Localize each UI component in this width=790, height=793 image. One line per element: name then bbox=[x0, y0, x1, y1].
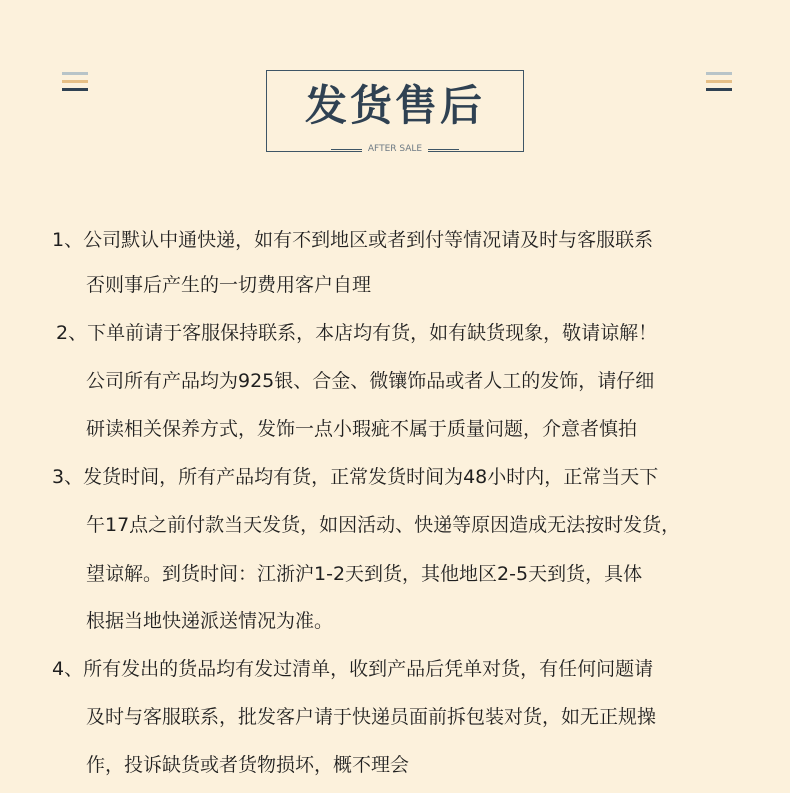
subtitle-text: AFTER SALE bbox=[362, 144, 428, 154]
page-title: 发货售后 bbox=[304, 81, 485, 130]
page-subtitle bbox=[267, 144, 523, 154]
title-frame bbox=[266, 70, 524, 152]
item-1-line-1: 1、公司默认中通快递，如有不到地区或者到付等情况请及时与客服联系 bbox=[52, 229, 654, 251]
item-3-line-4: 根据当地快递派送情况为准。 bbox=[86, 610, 334, 632]
item-4-line-1: 4、所有发出的货品均有发过清单，收到产品后凭单对货，有任何问题请 bbox=[52, 658, 654, 680]
deco-bar-middle bbox=[62, 80, 88, 83]
item-3-line-1: 3、发货时间，所有产品均有货，正常发货时间为48小时内，正常当天下 bbox=[52, 466, 659, 488]
item-4-line-3: 作，投诉缺货或者货物损坏，概不理会 bbox=[86, 754, 410, 776]
item-2-line-3: 研读相关保养方式，发饰一点小瑕疵不属于质量问题，介意者慎拍 bbox=[86, 418, 638, 440]
item-4-line-2: 及时与客服联系，批发客户请于快递员面前拆包装对货，如无正规操 bbox=[86, 706, 657, 728]
deco-bar-bottom bbox=[706, 88, 732, 91]
deco-bar-top bbox=[62, 72, 88, 75]
item-2-line-2: 公司所有产品均为925银、合金、微镶饰品或者人工的发饰，请仔细 bbox=[86, 370, 655, 392]
item-2-line-1: 2、下单前请于客服保持联系，本店均有货，如有缺货现象，敬请谅解！ bbox=[56, 322, 658, 344]
deco-bar-middle bbox=[706, 80, 732, 83]
item-3-line-3: 望谅解。到货时间：江浙沪1-2天到货，其他地区2-5天到货，具体 bbox=[86, 563, 643, 585]
menu-decoration-icon-right bbox=[706, 72, 732, 92]
deco-bar-bottom bbox=[62, 88, 88, 91]
menu-decoration-icon-left bbox=[62, 72, 88, 92]
deco-bar-top bbox=[706, 72, 732, 75]
item-1-line-2: 否则事后产生的一切费用客户自理 bbox=[86, 274, 372, 296]
item-3-line-2: 午17点之前付款当天发货，如因活动、快递等原因造成无法按时发货， bbox=[86, 514, 681, 536]
